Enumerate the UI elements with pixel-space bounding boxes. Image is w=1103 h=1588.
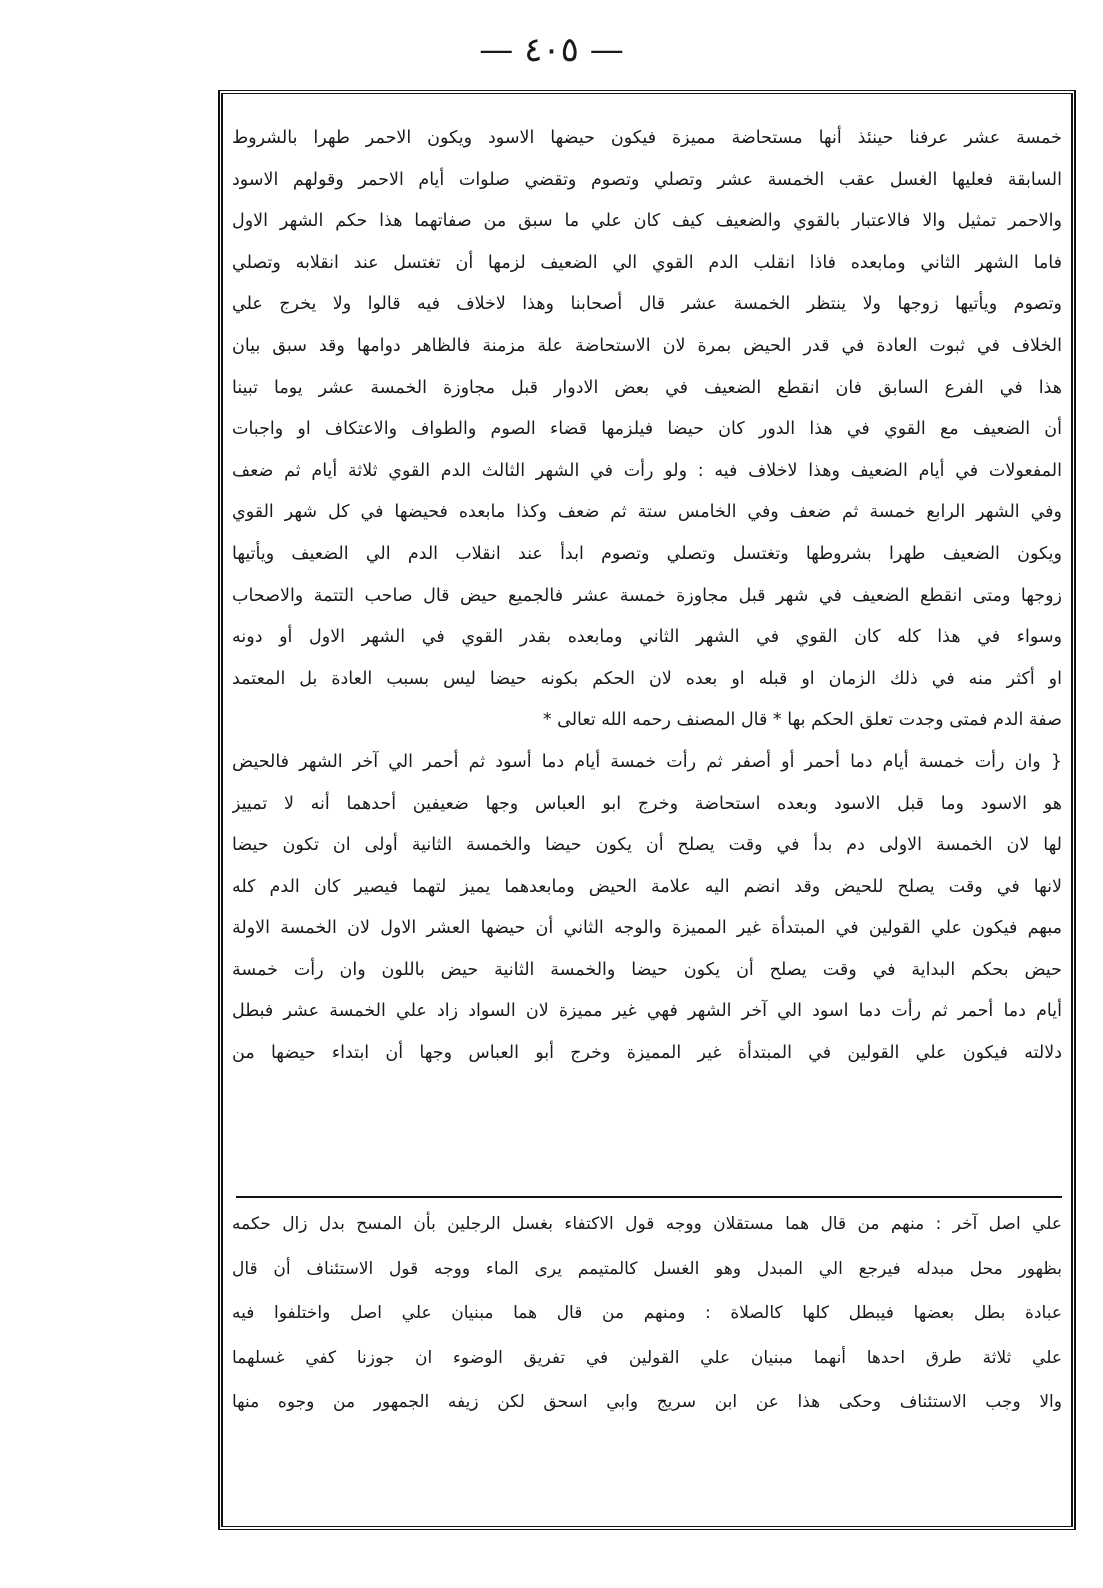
main-text-line: دلالته فيكون علي القولين في المبتدأة غير المميزة وخرج أبو العباس وجها أن ابتداء حيضها من: [232, 1043, 1062, 1064]
main-text-line: هو الاسود وما قبل الاسود وبعده استحاضة وخرج ابو العباس وجها ضعيفين أحدهما أنه لا تمييز: [232, 793, 1062, 814]
main-text-line: أن الضعيف مع القوي في هذا الدور كان حيضا فيلزمها قضاء الصوم والطواف والاعتكاف او واجبات: [232, 419, 1062, 440]
main-text-line: وفي الشهر الرابع خمسة ثم ضعف وفي الخامس ستة ثم ضعف وكذا مابعده فحيضها في كل شهر القوي: [232, 502, 1062, 523]
main-text-line: فاما الشهر الثاني ومابعده فاذا انقلب الدم القوي الي الضعيف لزمها أن تغتسل عند انقلابه وتصلي: [232, 252, 1062, 273]
footnote-line: علي اصل آخر : منهم من قال هما مستقلان ووجه قول الاكتفاء بغسل الرجلين بأن المسح بدل زال حكمه: [232, 1214, 1062, 1234]
main-text-line: لانها في وقت يصلح للحيض وقد انضم اليه علامة الحيض ومابعدهما يميز لتهما فيصير كان الدم كله: [232, 876, 1062, 897]
main-text-line: هذا في الفرع السابق فان انقطع الضعيف في بعض الادوار قبل مجاوزة الخمسة عشر يوما تبينا: [232, 377, 1062, 398]
main-text-line: { وان رأت خمسة أيام دما أحمر أو أصفر ثم رأت خمسة أيام دما أسود ثم أحمر الي آخر الشهر فالحيض: [232, 751, 1062, 772]
main-text-line: لها لان الخمسة الاولى دم بدأ في وقت يصلح أن يكون حيضا والخمسة الثانية أولى ان تكون حيضا: [232, 835, 1062, 856]
footnote-text-block: [232, 1202, 1062, 1425]
footnote-line: والا وجب الاستئناف وحكى هذا عن ابن سريج وابي اسحق لكن زيفه الجمهور من وجوه منها: [232, 1392, 1062, 1413]
main-text-block: [232, 118, 1062, 1075]
main-text-line: او أكثر منه في ذلك الزمان او قبله او بعده لان الحكم بكونه حيضا ليس بسبب العادة بل المعتمد: [232, 668, 1062, 689]
main-text-line: وتصوم ويأتيها زوجها ولا ينتظر الخمسة عشر قال أصحابنا وهذا لاخلاف فيه قالوا ولا يخرج علي: [232, 294, 1062, 315]
main-text-line: ويكون الضعيف طهرا بشروطها وتغتسل وتصلي وتصوم ابدأ عند انقلاب الدم الي الضعيف ويأتيها: [232, 543, 1062, 564]
main-text-line: وسواء في هذا كله كان القوي في الشهر الثاني ومابعده بقدر القوي في الشهر الاول أو دونه: [232, 627, 1062, 648]
main-text-line: صفة الدم فمتى وجدت تعلق الحكم بها * قال المصنف رحمه الله تعالى *: [542, 710, 1062, 731]
main-text-line: حيض بحكم البداية في وقت يصلح أن يكون حيضا والخمسة الثانية حيض باللون وان رأت خمسة: [232, 959, 1062, 980]
footnote-line: بظهور محل مبدله فيرجع الي المبدل وهو الغسل كالمتيمم يرى الماء ووجه قول الاستئناف أن قال: [232, 1258, 1062, 1279]
page-number: — ٤٠٥ —: [479, 30, 624, 70]
main-text-line: السابقة فعليها الغسل عقب الخمسة عشر وتصلي وتصوم وتقضي صلوات أيام الاحمر وقولهم الاسود: [232, 169, 1062, 190]
main-text-line: مبهم فيكون علي القولين في المبتدأة غير المميزة والوجه الثاني أن حيضها العشر الاول لان الخمسة الاولة: [232, 918, 1062, 939]
main-text-line: خمسة عشر عرفنا حينئذ أنها مستحاضة مميزة فيكون حيضها الاسود ويكون الاحمر طهرا بالشروط: [232, 128, 1062, 148]
footnote-separator: [236, 1196, 1062, 1198]
main-text-line: أيام دما أحمر ثم رأت دما اسود الي آخر الشهر فهي غير مميزة لان السواد زاد علي الخمسة عشر فبطل: [232, 1001, 1062, 1022]
main-text-line: والاحمر تمثيل والا فالاعتبار بالقوي والضعيف كيف كان علي ما سبق من صفاتهما هذا حكم الشهر الاول: [232, 211, 1062, 232]
footnote-line: عبادة بطل بعضها فيبطل كلها كالصلاة : ومنهم من قال هما مبنيان علي اصل واختلفوا فيه: [232, 1303, 1062, 1324]
main-text-line: المفعولات في أيام الضعيف وهذا لاخلاف فيه : ولو رأت في الشهر الثالث الدم القوي ثلاثة أيام ثم ضعف: [232, 460, 1062, 481]
footnote-line: علي ثلاثة طرق احدها أنهما مبنيان علي القولين في تفريق الوضوء ان جوزنا كفي غسلهما: [232, 1347, 1062, 1368]
main-text-line: زوجها ومتى انقطع الضعيف في شهر قبل مجاوزة خمسة عشر فالجميع حيض قال صاحب التتمة والاصحاب: [232, 585, 1062, 606]
main-text-line: الخلاف في ثبوت العادة في قدر الحيض بمرة لان الاستحاضة علة مزمنة فالظاهر دوامها وقد سبق بيان: [232, 335, 1062, 356]
